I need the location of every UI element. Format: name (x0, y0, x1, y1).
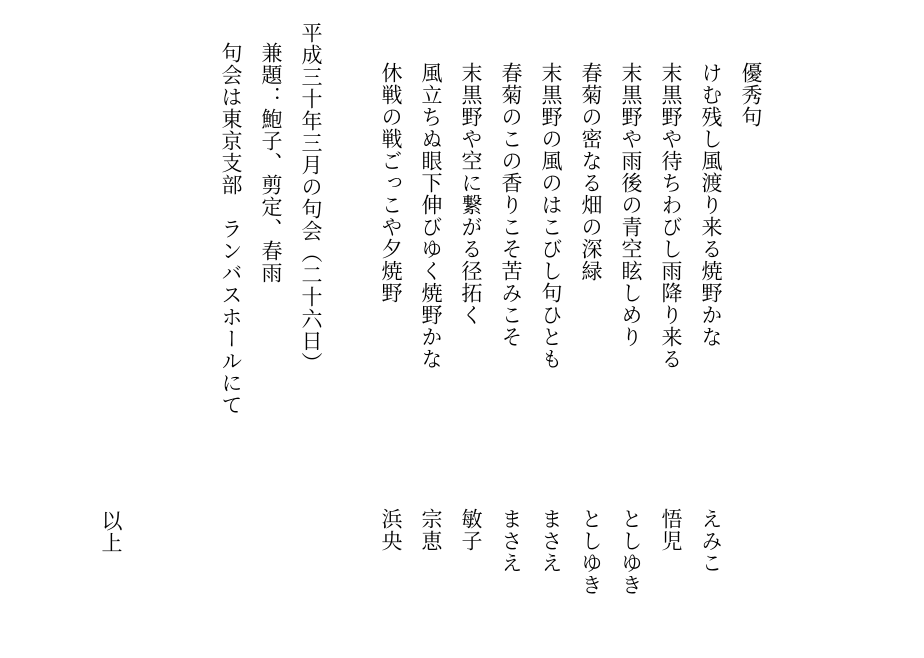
poem-text: 春菊の密なる畑の深緑 (579, 62, 603, 282)
poem-author: まさえ (539, 508, 563, 574)
poem-author: まさえ (499, 508, 523, 574)
poem-text: けむ残し風渡り来る焼野かな (699, 62, 723, 348)
poem-text: 休戦の戦ごっこや夕焼野 (379, 62, 403, 304)
heading: 優秀句 (739, 62, 763, 128)
meeting-date: 平成三十年三月の句会（二十六日） (299, 22, 323, 374)
closing-mark: 以上 (99, 510, 123, 554)
poem-author: えみこ (699, 508, 723, 574)
poem-author: としゆき (619, 508, 643, 596)
poem-author: 宗恵 (419, 508, 443, 552)
poem-text: 春菊のこの香りこそ苦みこそ (499, 62, 523, 348)
meeting-topics: 兼題：鮑子、剪定、春雨 (259, 42, 283, 284)
poem-text: 風立ちぬ眼下伸びゆく焼野かな (419, 62, 443, 370)
poem-text: 末黒野や空に繋がる径拓く (459, 62, 483, 326)
poem-text: 末黒野や待ちわびし雨降り来る (659, 62, 683, 370)
poem-text: 末黒野の風のはこびし句ひとも (539, 62, 563, 370)
poem-author: 悟児 (659, 508, 683, 552)
meeting-venue: 句会は東京支部 ランバスホールにて (219, 42, 243, 416)
poem-author: としゆき (579, 508, 603, 596)
poem-text: 末黒野や雨後の青空眩しめり (619, 62, 643, 348)
poem-author: 浜央 (379, 508, 403, 552)
poem-author: 敏子 (459, 508, 483, 552)
